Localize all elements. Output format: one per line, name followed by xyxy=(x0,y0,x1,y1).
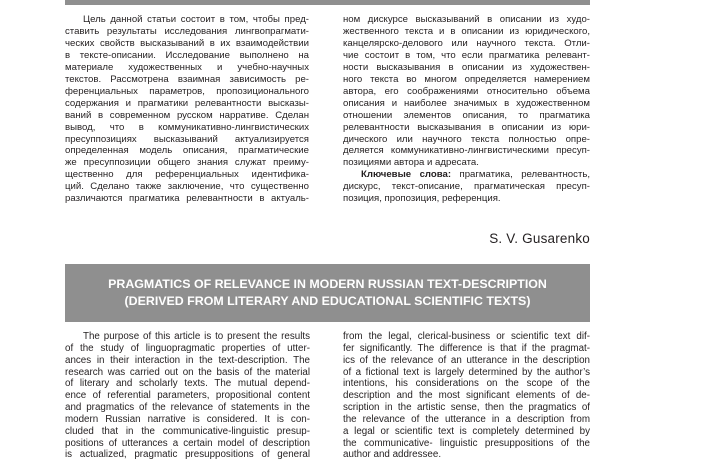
en-right-line: intentions, his considerations on the scope of the xyxy=(343,378,590,390)
russian-abstract-column-left xyxy=(65,14,309,205)
ru-right-line: дического или научного текста полностью опре- xyxy=(343,133,590,145)
ru-left-line: ций. Сделано также заключение, что существенно xyxy=(65,181,309,193)
en-left-line: research was carried out on the basis of the material xyxy=(65,366,310,378)
english-abstract-column-left xyxy=(65,331,310,461)
ru-right-line: ного текста во многом определяется намерением xyxy=(343,73,590,85)
article-subtitle-line: (DERIVED FROM LITERARY AND EDUCATIONAL SCIENTIFIC TEXTS) xyxy=(124,294,531,308)
en-right-line: from the legal, clerical-business or scientific text dif- xyxy=(343,331,590,342)
keywords-text: прагматика, релевантность, xyxy=(451,169,591,181)
ru-right-line: канцелярско-делового или научного текста. Отли- xyxy=(343,37,590,49)
en-left-line: modern Russian narrative is considered. It is con- xyxy=(65,413,310,425)
en-left-line: ence of referential parameters, propositional content xyxy=(65,390,310,402)
en-right-line: the communicative- linguistic presuppositions of the xyxy=(343,437,590,449)
ru-right-line: чие состоит в том, что если прагматика релевант- xyxy=(343,49,590,61)
en-left-line: of the study of linguopragmatic properties of utter- xyxy=(65,342,310,354)
en-left-line: is actualized, pragmatic presuppositions of general xyxy=(65,449,310,461)
ru-left-line: пресуппозициях высказываний актуализируется xyxy=(65,133,309,145)
top-divider-bar xyxy=(65,0,590,5)
en-right-line: ics of the relevance of an utterance in the description xyxy=(343,354,590,366)
ru-right-line: отношении элементов описания, то прагматика xyxy=(343,109,590,121)
article-title-band xyxy=(65,264,590,322)
ru-right-line: ном дискурсе высказываний в описании из худо- xyxy=(343,14,590,25)
ru-left-line: щественно для референциальных идентифика- xyxy=(65,169,309,181)
en-right-line: of a fictional text is largely determined by the author’s xyxy=(343,366,590,378)
ru-left-line: вывод, что в коммуникативно-лингвистических xyxy=(65,121,309,133)
en-left-line: ances in their interaction in the text-description. The xyxy=(65,354,310,366)
article-title-line: PRAGMATICS OF RELEVANCE IN MODERN RUSSIAN TEXT-DESCRIPTION xyxy=(108,277,547,291)
ru-left-line: Цель данной статьи состоит в том, чтобы пред- xyxy=(83,14,309,25)
ru-right-line: жественного текста и в описании из юридического, xyxy=(343,25,590,37)
en-left-line: The purpose of this article is to present the results xyxy=(83,331,310,342)
ru-left-line: же пресуппозиции общего знания служат преиму- xyxy=(65,157,309,169)
ru-left-line: в тексте-описании. Исследование выполнено на xyxy=(65,49,309,61)
ru-keywords-line: позиция, пропозиция, референция. xyxy=(343,193,501,205)
en-right-line: fer significantly. The difference is that if the pragmat- xyxy=(343,342,590,354)
ru-left-line: определенная модель описания, прагматические xyxy=(65,145,309,157)
en-left-line: positions of utterances a certain model of description xyxy=(65,437,310,449)
en-left-line: of literary and scholarly texts. The mutual depend- xyxy=(65,378,310,390)
ru-keywords-line: дискурс, текст-описание, прагматическая пресуп- xyxy=(343,181,590,193)
en-right-line: author and addressee. xyxy=(343,449,442,461)
ru-keywords-line xyxy=(343,169,590,181)
en-left-line: and pragmatics of the relevance of statements in the xyxy=(65,402,310,414)
ru-left-line: ваний в современном русском нарративе. Сделан xyxy=(65,109,309,121)
ru-right-line: позициями автора и адресата. xyxy=(343,157,479,169)
ru-right-line: ности высказывания в описании из художествен- xyxy=(343,61,590,73)
keywords-label: Ключевые слова: xyxy=(361,169,452,181)
russian-abstract-column-right xyxy=(343,14,590,205)
en-right-line: scription in the artistic sense, then the pragmatics of xyxy=(343,402,590,414)
ru-left-line: содержания и прагматики релевантности высказы- xyxy=(65,97,309,109)
ru-left-line: материале художественных и учебно-научных xyxy=(65,61,309,73)
ru-left-line: различаются прагматика релевантности в актуаль- xyxy=(65,193,309,205)
ru-left-line: текстов. Рассмотрена взаимная зависимость ре- xyxy=(65,73,309,85)
author-name: S. V. Gusarenko xyxy=(489,231,590,246)
ru-right-line: описания и наиболее значимых в художественном xyxy=(343,97,590,109)
en-right-line: the relevance of the utterance in a description from xyxy=(343,413,590,425)
en-left-line: cluded that in the communicative-linguistic presup- xyxy=(65,425,310,437)
ru-left-line: ческих свойств высказываний в их взаимодействии xyxy=(65,37,309,49)
ru-right-line: релевантности высказывания в описании из юри- xyxy=(343,121,590,133)
ru-right-line: автора, его соображениями относительно объема xyxy=(343,85,590,97)
ru-left-line: ференциальных параметров, пропозиционального xyxy=(65,85,309,97)
ru-left-line: ставить результаты исследования лингвопрагмати- xyxy=(65,25,309,37)
en-right-line: a legal or scientific text is completely determined by xyxy=(343,425,590,437)
ru-right-line: деляется коммуникативно-лингвистическими пресуп- xyxy=(343,145,590,157)
english-abstract-column-right xyxy=(343,331,590,461)
en-right-line: description and the most significant elements of de- xyxy=(343,390,590,402)
